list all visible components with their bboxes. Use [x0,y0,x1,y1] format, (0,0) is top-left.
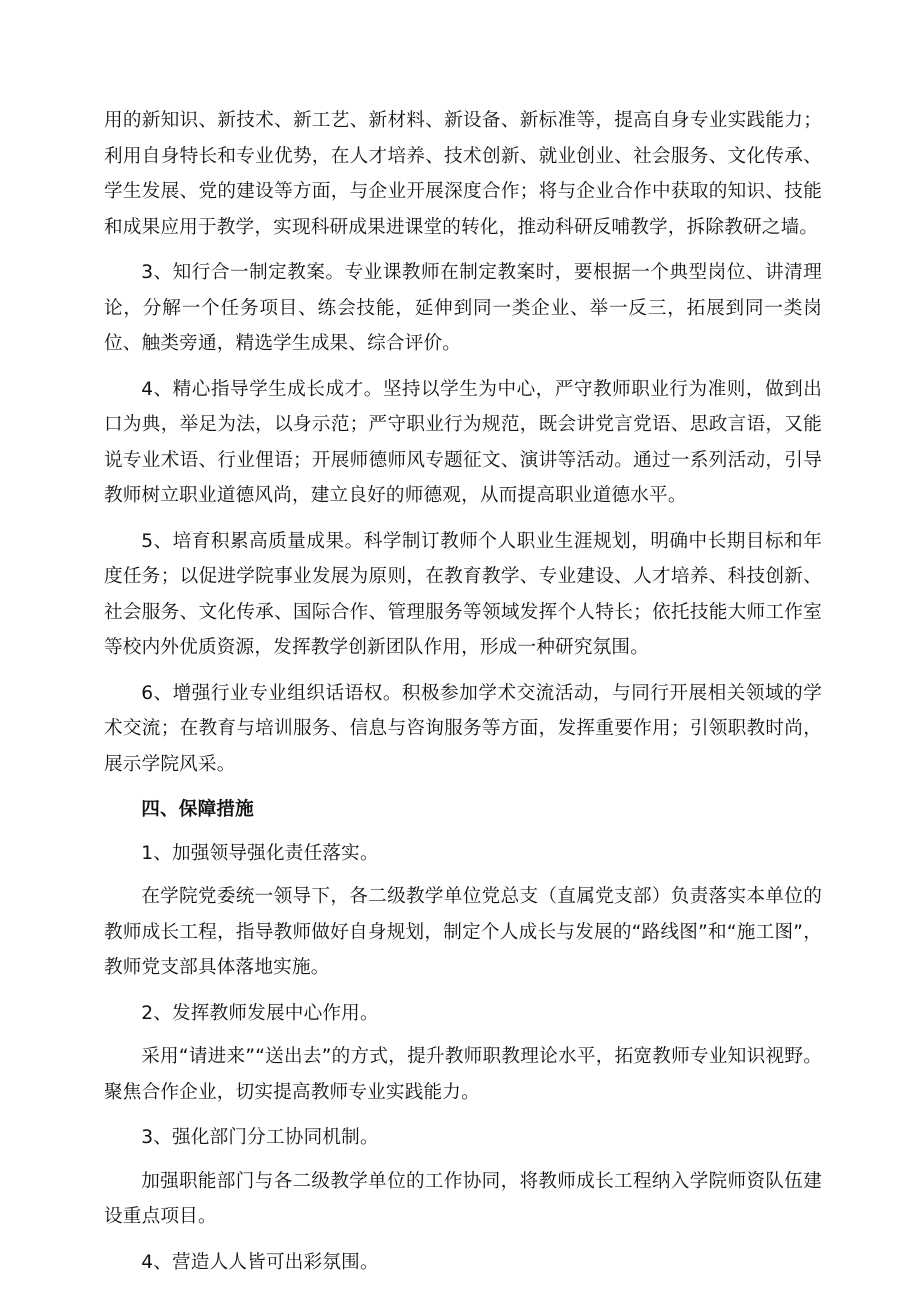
paragraph-subsection-3: 加强职能部门与各二级教学单位的工作协同，将教师成长工程纳入学院师资队伍建设重点项目。 [104,1170,822,1227]
paragraph-subsection-1: 在学院党委统一领导下，各二级教学单位党总支（直属党支部）负责落实本单位的教师成长工程，指导教师做好自身规划，制定个人成长与发展的“路线图”和“施工图”，教师党支部具体落地实施。 [104,886,822,978]
paragraph-item-4: 4、精心指导学生成长成才。坚持以学生为中心，严守教师职业行为准则，做到出口为典，举足为法，以身示范；严守职业行为规范，既会讲党言党语、思政言语，又能说专业术语、行业俚语；开展师德师风专题征文、演讲等活动。通过一系列活动，引导教师树立职业道德风尚，建立良好的师德观，从而提高职业道德水平。 [104,378,822,506]
subheading-4: 4、营造人人皆可出彩氛围。 [141,1251,379,1273]
paragraph-item-6: 6、增强行业专业组织话语权。积极参加学术交流活动，与同行开展相关领域的学术交流；在教育与培训服务、信息与咨询服务等方面，发挥重要作用；引领职教时尚，展示学院风采。 [104,682,822,775]
paragraph-subsection-2: 采用“请进来”“送出去”的方式，提升教师职教理论水平，拓宽教师专业知识视野。聚焦合作企业，切实提高教师专业实践能力。 [104,1046,822,1103]
subheading-2: 2、发挥教师发展中心作用。 [141,1002,379,1024]
subheading-3: 3、强化部门分工协同机制。 [141,1127,379,1148]
section-heading-safeguards: 四、保障措施 [141,799,254,820]
subheading-1: 1、加强领导强化责任落实。 [141,842,379,864]
paragraph-item-3: 3、知行合一制定教案。专业课教师在制定教案时，要根据一个典型岗位、讲清理论，分解一个任务项目、练会技能，延伸到同一类企业、举一反三，拓展到同一类岗位、触类旁通，精选学生成果、综合评价。 [104,262,822,354]
paragraph-continuation: 用的新知识、新技术、新工艺、新材料、新设备、新标准等，提高自身专业实践能力；利用自身特长和专业优势，在人才培养、技术创新、就业创业、社会服务、文化传承、学生发展、党的建设等方面，与企业开展深度合作；将与企业合作中获取的知识、技能和成果应用于教学，实现科研成果进课堂的转化，推动科研反哺教学，拆除教研之墙。 [104,110,822,238]
document-body [104,103,822,1288]
paragraph-item-5: 5、培育积累高质量成果。科学制订教师个人职业生涯规划，明确中长期目标和年度任务；以促进学院事业发展为原则，在教育教学、专业建设、人才培养、科技创新、社会服务、文化传承、国际合作、管理服务等领域发挥个人特长；依托技能大师工作室等校内外优质资源，发挥教学创新团队作用，形成一种研究氛围。 [104,530,822,658]
